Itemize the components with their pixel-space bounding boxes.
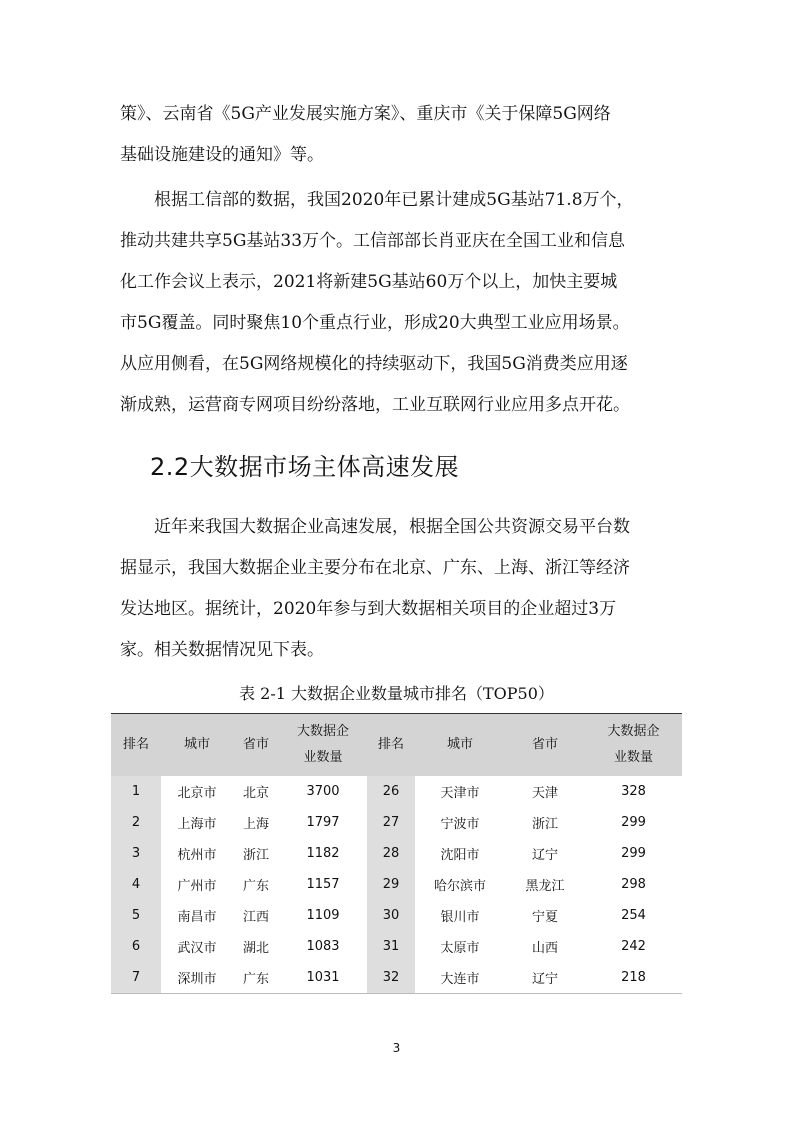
page-number: 3	[392, 1041, 401, 1055]
header-rank: 排名	[367, 714, 415, 777]
table-row	[111, 931, 682, 962]
cell-count: 298	[621, 877, 646, 892]
table-row	[111, 776, 682, 807]
paragraph-5g-stats	[120, 180, 680, 426]
header-count-line2: 业数量	[613, 750, 653, 765]
table-caption: 表 2-1 大数据企业数量城市排名（TOP50）	[239, 684, 554, 703]
cell-province: 广东	[233, 962, 279, 994]
cell-count: 1109	[306, 908, 340, 923]
header-province: 省市	[505, 714, 585, 777]
cell-count: 1797	[306, 815, 340, 830]
table-row	[111, 838, 682, 869]
cell-province: 浙江	[242, 848, 269, 863]
cell-province: 浙江	[531, 817, 558, 832]
cell-count: 299	[621, 815, 646, 830]
cell-rank: 5	[111, 900, 161, 931]
cell-city: 武汉市	[177, 941, 217, 956]
cell-count: 299	[621, 846, 646, 861]
cell-rank: 30	[367, 900, 415, 931]
cell-city: 上海市	[177, 817, 217, 832]
cell-province: 江西	[242, 910, 269, 925]
text-line: 策》、云南省《5G产业发展实施方案》、重庆市《关于保障5G网络	[120, 104, 611, 124]
cell-rank: 27	[367, 807, 415, 838]
cell-province: 上海	[242, 817, 269, 832]
cell-city: 太原市	[440, 941, 480, 956]
cell-rank: 4	[111, 869, 161, 900]
text-line: 根据工信部的数据，我国2020年已累计建成5G基站71.8万个，	[120, 190, 634, 210]
cell-province: 辽宁	[505, 962, 585, 994]
header-count	[585, 714, 682, 777]
cell-city: 广州市	[177, 879, 217, 894]
cell-city: 南昌市	[177, 910, 217, 925]
cell-count: 218	[585, 962, 682, 994]
text-line: 渐成熟，运营商专网项目纷纷落地，工业互联网行业应用多点开花。	[120, 395, 630, 415]
cell-city: 天津市	[440, 786, 480, 801]
text-line: 据显示，我国大数据企业主要分布在北京、广东、上海、浙江等经济	[120, 558, 630, 578]
header-province: 省市	[233, 714, 279, 777]
cell-count: 1157	[306, 877, 340, 892]
paragraph-bigdata-intro	[120, 507, 680, 671]
cell-rank: 1	[111, 776, 161, 807]
text-line: 发达地区。据统计，2020年参与到大数据相关项目的企业超过3万	[120, 599, 617, 619]
paragraph-policies	[120, 94, 680, 176]
text-line: 化工作会议上表示，2021将新建5G基站60万个以上，加快主要城	[120, 272, 618, 292]
cell-province: 天津	[531, 786, 558, 801]
cell-count: 328	[621, 784, 646, 799]
cell-count: 1031	[279, 962, 367, 994]
header-count-line2: 业数量	[303, 750, 343, 765]
section-heading: 2.2大数据市场主体高速发展	[150, 453, 460, 481]
text-line: 推动共建共享5G基站33万个。工信部部长肖亚庆在全国工业和信息	[120, 231, 626, 251]
text-line: 家。相关数据情况见下表。	[120, 640, 324, 660]
text-line: 近年来我国大数据企业高速发展，根据全国公共资源交易平台数	[120, 517, 630, 537]
cell-city: 杭州市	[177, 848, 217, 863]
header-rank: 排名	[111, 714, 161, 777]
cell-rank: 29	[367, 869, 415, 900]
text-line: 从应用侧看，在5G网络规模化的持续驱动下，我国5G消费类应用逐	[120, 354, 628, 374]
cell-rank: 31	[367, 931, 415, 962]
cell-province: 辽宁	[531, 848, 558, 863]
text-line: 市5G覆盖。同时聚焦10个重点行业，形成20大典型工业应用场景。	[120, 313, 630, 333]
cell-province: 湖北	[242, 941, 269, 956]
cell-count: 254	[621, 908, 646, 923]
cell-count: 3700	[306, 784, 340, 799]
cell-rank: 32	[367, 962, 415, 994]
cell-city: 北京市	[177, 786, 217, 801]
cell-city: 深圳市	[161, 962, 233, 994]
header-city: 城市	[415, 714, 505, 777]
cell-province: 山西	[531, 941, 558, 956]
city-ranking-table	[111, 713, 682, 994]
cell-rank: 26	[367, 776, 415, 807]
cell-rank: 7	[111, 962, 161, 994]
header-count-line1: 大数据企	[296, 724, 349, 739]
header-count	[279, 714, 367, 777]
cell-province: 黑龙江	[525, 879, 565, 894]
cell-city: 宁波市	[440, 817, 480, 832]
cell-count: 242	[621, 939, 646, 954]
table-header-row	[111, 714, 682, 777]
cell-count: 1083	[306, 939, 340, 954]
cell-rank: 6	[111, 931, 161, 962]
cell-city: 沈阳市	[440, 848, 480, 863]
table-row	[111, 900, 682, 931]
cell-rank: 3	[111, 838, 161, 869]
text-line: 基础设施建设的通知》等。	[120, 145, 324, 165]
table-row	[111, 962, 682, 994]
table-row	[111, 807, 682, 838]
cell-city: 大连市	[415, 962, 505, 994]
header-count-line1: 大数据企	[607, 724, 660, 739]
cell-count: 1182	[306, 846, 340, 861]
table-row	[111, 869, 682, 900]
cell-province: 广东	[242, 879, 269, 894]
header-city: 城市	[161, 714, 233, 777]
cell-rank: 2	[111, 807, 161, 838]
cell-province: 北京	[242, 786, 269, 801]
cell-rank: 28	[367, 838, 415, 869]
cell-province: 宁夏	[531, 910, 558, 925]
cell-city: 银川市	[440, 910, 480, 925]
cell-city: 哈尔滨市	[433, 879, 486, 894]
